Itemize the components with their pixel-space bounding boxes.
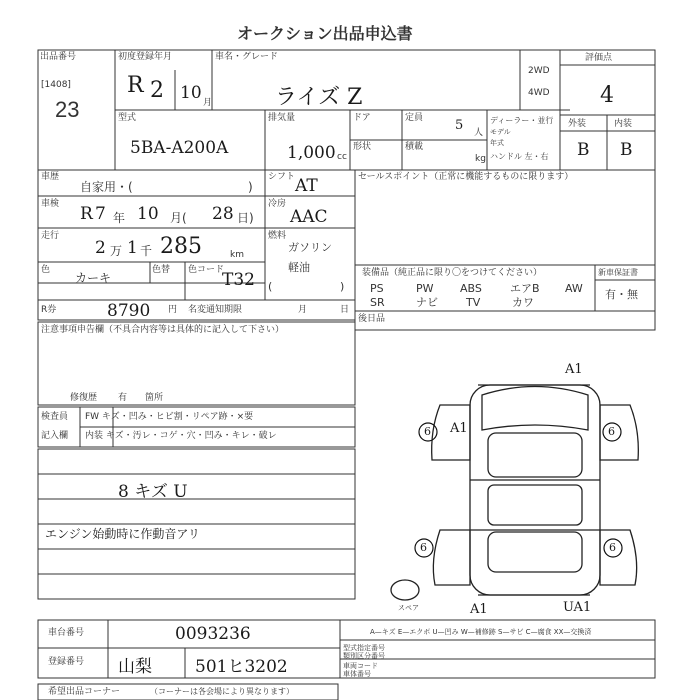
type-label: 型式 <box>118 113 137 123</box>
capacity-label: 定員 <box>405 113 424 123</box>
inspection-year-unit: 年 <box>113 211 126 225</box>
drive-4wd: 4WD <box>528 88 550 98</box>
fuel-label: 燃料 <box>268 231 287 241</box>
drive-2wd: 2WD <box>528 66 550 76</box>
equipment-label: 装備品（純正品に限り〇をつけてください） <box>362 268 543 278</box>
equipment-pw: PW <box>416 282 434 295</box>
equipment-ps: PS <box>370 282 384 295</box>
inspector-entry-label: 記入欄 <box>41 431 69 441</box>
lot-code: [1408] <box>41 80 71 90</box>
circle-mark-1: 6 <box>424 425 431 438</box>
damage-mark-bottom-right: UA1 <box>563 600 592 615</box>
shift-value: AT <box>295 176 318 196</box>
inspector-label: 検査員 <box>41 412 69 422</box>
equipment-airbag: エアB <box>510 282 540 295</box>
plate-label: 登録番号 <box>48 657 85 667</box>
lot-label: 出品番号 <box>40 52 77 62</box>
equipment-aw: AW <box>565 282 583 295</box>
recycle-unit: 円 <box>168 305 178 315</box>
inspection-day-unit: 日) <box>237 211 254 225</box>
mileage-man: 2 <box>95 238 106 258</box>
displacement-value: 1,000 <box>287 143 336 163</box>
mileage-rest: 285 <box>160 234 202 259</box>
color-label: 色 <box>41 265 51 275</box>
chassis-label: 車台番号 <box>48 628 85 638</box>
model-name: ライズ Z <box>275 85 363 110</box>
damage-mark-top: A1 <box>565 362 583 377</box>
mileage-unit: km <box>230 250 244 260</box>
model-year-label-2: 年式 <box>490 139 504 147</box>
spare-label: スペア <box>398 604 419 612</box>
transfer-label: 名変通知期限 <box>188 305 243 315</box>
score-exterior: B <box>577 140 590 160</box>
equipment-tv: TV <box>466 296 481 309</box>
post-inspection-label: 後日品 <box>358 314 386 324</box>
equipment-navi: ナビ <box>416 296 438 309</box>
load-unit: kg <box>475 154 486 164</box>
mileage-label: 走行 <box>41 231 60 241</box>
vehicle-code-label: 車両コード <box>343 662 378 670</box>
handle-label: ハンドル 左・右 <box>490 152 549 161</box>
inspector-row-interior: 内装 キズ・汚レ・コゲ・穴・凹み・キレ・破レ <box>85 431 277 441</box>
chassis-number: 0093236 <box>175 624 251 644</box>
inspector-row-exterior: FW キズ・凹み・ヒビ割・リペア跡・×要 <box>85 412 254 422</box>
doors-label: ドア <box>353 113 371 123</box>
damage-mark-left: A1 <box>450 421 468 436</box>
plate-number: 501ヒ3202 <box>195 657 288 677</box>
shift-label: シフト <box>268 172 296 182</box>
repair-place: 箇所 <box>145 393 164 403</box>
repair-value: 有 <box>118 393 128 403</box>
footer-note: （コーナーは各会場により異なります） <box>150 687 294 696</box>
registration-era: R <box>127 73 144 98</box>
inspection-day: 28 <box>212 204 234 224</box>
body-number-label: 車体番号 <box>343 670 371 678</box>
recycle-label: R券 <box>41 305 57 315</box>
damage-legend: A—キズ E—エクボ U—凹み W—補修跡 S—サビ C—腐食 XX—交換済 <box>370 628 592 636</box>
equipment-abs: ABS <box>460 282 482 295</box>
footer-label: 希望出品コーナー <box>48 687 121 697</box>
model-spec-label: 型式指定番号 <box>343 644 385 652</box>
repair-label: 修復歴 <box>70 393 98 403</box>
dealer-import: ディーラー・並行 <box>490 116 554 125</box>
displacement-label: 排気量 <box>268 113 296 123</box>
sales-point-label: セールスポイント（正常に機能するものに限ります） <box>358 172 574 182</box>
transfer-day-unit: 日 <box>340 305 350 315</box>
score-label: 評価点 <box>585 53 613 63</box>
usage-label: 車歴 <box>41 172 60 182</box>
displacement-unit: cc <box>337 152 347 162</box>
notes-label: 注意事項申告欄（不具合内容等は具体的に記入して下さい） <box>41 325 285 335</box>
inspection-year: 7 <box>95 204 106 224</box>
class-spec-label: 類別区分番号 <box>343 652 385 660</box>
color-code-label: 色コード <box>188 265 225 275</box>
inspection-label: 車検 <box>41 199 60 209</box>
registration-month-unit: 月 <box>203 98 213 108</box>
model-label: 車名・グレード <box>215 52 279 62</box>
plate-region: 山梨 <box>118 657 152 677</box>
score-interior-label: 内装 <box>614 119 633 129</box>
score-interior: B <box>620 140 633 160</box>
mileage-sen-unit: 千 <box>140 244 153 258</box>
ac-value: AAC <box>290 207 328 227</box>
score-value: 4 <box>600 83 614 108</box>
capacity-value: 5 <box>455 118 464 133</box>
new-car-warranty-value: 有・無 <box>605 288 638 301</box>
recycle-value: 8790 <box>107 301 151 321</box>
damage-mark-bottom-left: A1 <box>470 602 488 617</box>
load-label: 積載 <box>405 142 424 152</box>
equipment-sr: SR <box>370 296 385 309</box>
fuel-light-oil: 軽油 <box>288 261 310 274</box>
registration-year: 2 <box>150 78 164 103</box>
fuel-paren-close: ) <box>340 280 345 293</box>
registration-label: 初度登録年月 <box>118 52 173 62</box>
color-code: T32 <box>222 270 255 290</box>
usage-value: 自家用・( <box>80 180 133 194</box>
ac-label: 冷房 <box>268 199 287 209</box>
color-changed-label: 色替 <box>152 265 171 275</box>
transfer-month-unit: 月 <box>298 305 308 315</box>
form-title: オークション出品申込書 <box>237 24 413 43</box>
color-value: カーキ <box>75 271 112 285</box>
capacity-unit: 人 <box>474 128 484 138</box>
lot-number: 23 <box>55 97 80 122</box>
fuel-paren-open: ( <box>268 280 273 293</box>
handwritten-note-2: エンジン始動時に作動音アリ <box>45 527 200 541</box>
mileage-man-unit: 万 <box>110 244 123 258</box>
circle-mark-3: 6 <box>420 541 427 554</box>
usage-close: ) <box>248 180 253 194</box>
equipment-leather: カワ <box>512 296 534 309</box>
inspection-month-unit: 月( <box>170 211 187 225</box>
inspection-month: 10 <box>137 204 159 224</box>
score-exterior-label: 外装 <box>568 119 587 129</box>
inspection-era: R <box>80 204 93 224</box>
mileage-sen: 1 <box>127 238 138 258</box>
model-year-label-1: モデル <box>490 128 511 136</box>
fuel-gas: ガソリン <box>288 241 332 254</box>
registration-month: 10 <box>180 83 202 103</box>
circle-mark-4: 6 <box>609 541 616 554</box>
type-value: 5BA-A200A <box>130 138 229 158</box>
car-diagram <box>391 385 638 600</box>
shape-label: 形状 <box>353 142 372 152</box>
handwritten-note-1: 8 キズ U <box>118 482 188 502</box>
new-car-warranty-label: 新車保証書 <box>598 268 638 277</box>
circle-mark-2: 6 <box>608 425 615 438</box>
